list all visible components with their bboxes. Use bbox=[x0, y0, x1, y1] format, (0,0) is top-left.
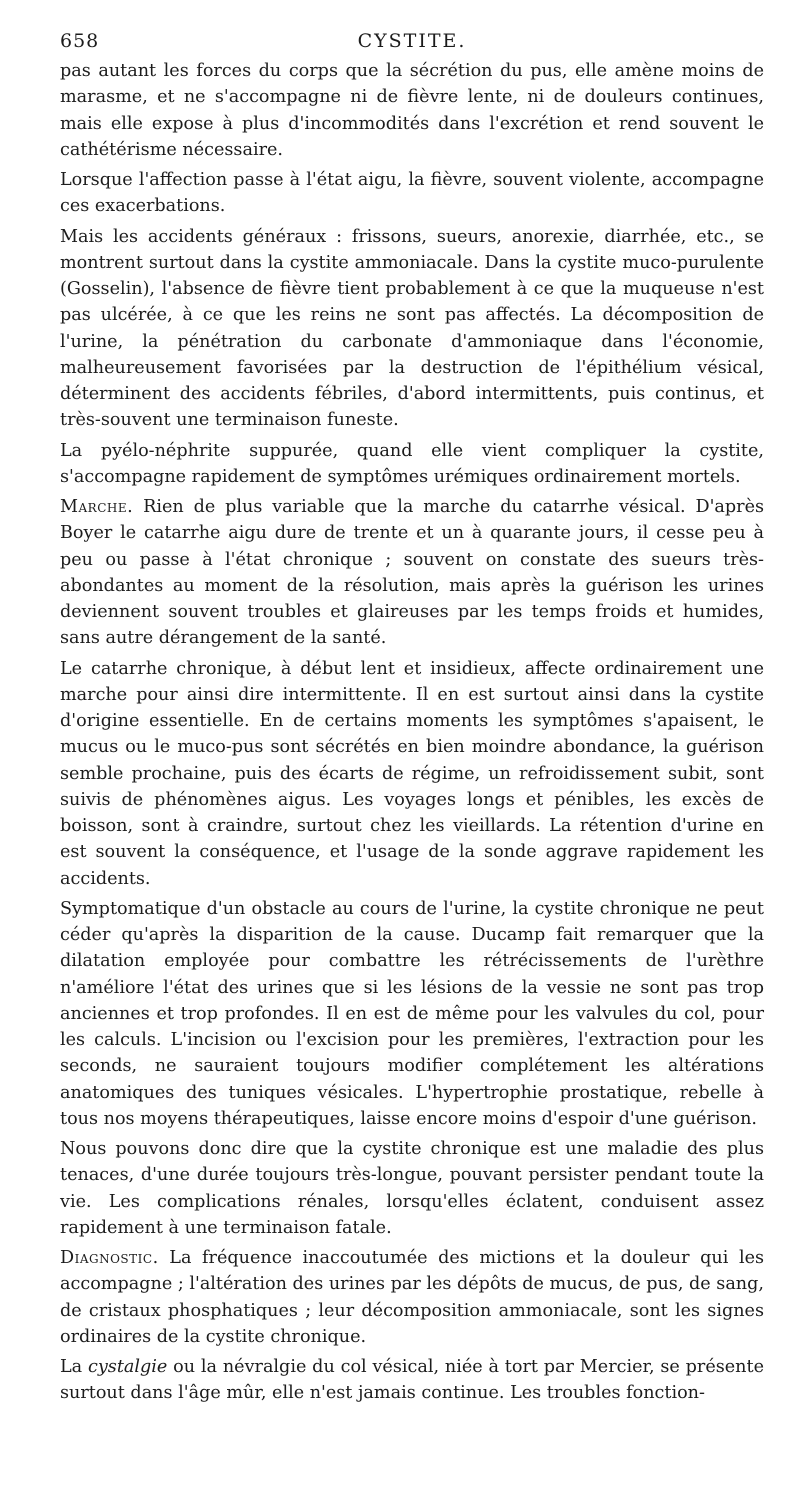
paragraph-diagnostic: Diagnostic. La fréquence inaccoutumée des mictions et la douleur qui les accompagne ; l'altération des urines par les dépôts de mucus, de pus, de sang, de cristaux phosphatiques ; leur décomposition ammoniacale, sont les signes ordinaires de la cystite chronique. bbox=[60, 1248, 765, 1347]
paragraph: La cystalgie ou la névralgie du col vésical, niée à tort par Mercier, se présente surtout dans l'âge mûr, elle n'est jamais continue. Les troubles fonction- bbox=[60, 1357, 764, 1404]
paragraph: La pyélo-néphrite suppurée, quand elle vient compliquer la cystite, s'accompagne rapidement de symptômes urémiques ordinairement mortels. bbox=[60, 440, 764, 487]
paragraph: Lorsque l'affection passe à l'état aigu, la fièvre, souvent violente, accompagne ces exacerbations. bbox=[60, 170, 764, 217]
italic-term: cystalgie bbox=[88, 1357, 168, 1377]
running-title: CYSTITE. bbox=[357, 30, 467, 52]
paragraph: Symptomatique d'un obstacle au cours de l'urine, la cystite chronique ne peut céder qu'après la disparition de la cause. Ducamp fait remarquer que la dilatation employée pour combattre les rétrécissements de l'urèthre n'améliore l'état des urines que si les lésions de la vessie ne sont pas trop anciennes et trop profondes. Il en est de même pour les valvules du col, pour les calculs. L'incision ou l'excision pour les premières, l'extraction pour les seconds, ne sauraient toujours modifier complétement les altérations anatomiques des tuniques vésicales. L'hypertrophie prostatique, rebelle à tous nos moyens thérapeutiques, laisse encore moins d'espoir d'une guérison. bbox=[60, 898, 764, 1129]
body-text bbox=[60, 58, 764, 1407]
section-heading-diagnostic: Diagnostic. bbox=[60, 1248, 159, 1268]
paragraph: Mais les accidents généraux : frissons, sueurs, anorexie, diarrhée, etc., se montrent surtout dans la cystite ammoniacale. Dans la cystite muco-purulente (Gosselin), l'absence de fièvre tient probablement à ce que la muqueuse n'est pas ulcérée, à ce que les reins ne sont pas affectés. La décomposition de l'urine, la pénétration du carbonate d'ammoniaque dans l'économie, malheureusement favorisées par la destruction de l'épithélium vésical, déterminent des accidents fébriles, d'abord intermittents, puis continus, et très-souvent une terminaison funeste. bbox=[60, 226, 764, 431]
paragraph: pas autant les forces du corps que la sécrétion du pus, elle amène moins de marasme, et ne s'accompagne ni de fièvre lente, ni de douleurs continues, mais elle expose à plus d'incommodités dans l'excrétion et rend souvent le cathétérisme nécessaire. bbox=[60, 61, 764, 160]
page-number: 658 bbox=[60, 30, 100, 52]
paragraph-marche: Marche. Rien de plus variable que la marche du catarrhe vésical. D'après Boyer le catarrhe aigu dure de trente et un à quarante jours, il cesse peu à peu ou passe à l'état chronique ; souvent on constate des sueurs très-abondantes au moment de la résolution, mais après la guérison les urines deviennent souvent troubles et glaireuses par les temps froids et humides, sans autre dérangement de la santé. bbox=[60, 497, 765, 649]
paragraph: Nous pouvons donc dire que la cystite chronique est une maladie des plus tenaces, d'une durée toujours très-longue, pouvant persister pendant toute la vie. Les complications rénales, lorsqu'elles éclatent, conduisent assez rapidement à une terminaison fatale. bbox=[60, 1139, 764, 1238]
page-header bbox=[60, 28, 764, 58]
book-page bbox=[60, 28, 764, 1407]
paragraph: Le catarrhe chronique, à début lent et insidieux, affecte ordinairement une marche pour ainsi dire intermittente. Il en est surtout ainsi dans la cystite d'origine essentielle. En de certains moments les symptômes s'apaisent, le mucus ou le muco-pus sont sécrétés en bien moindre abondance, la guérison semble prochaine, puis des écarts de régime, un refroidissement subit, sont suivis de phénomènes aigus. Les voyages longs et pénibles, les excès de boisson, sont à craindre, surtout chez les vieillards. La rétention d'urine en est souvent la conséquence, et l'usage de la sonde aggrave rapidement les accidents. bbox=[60, 658, 764, 889]
section-heading-marche: Marche. bbox=[60, 497, 134, 517]
